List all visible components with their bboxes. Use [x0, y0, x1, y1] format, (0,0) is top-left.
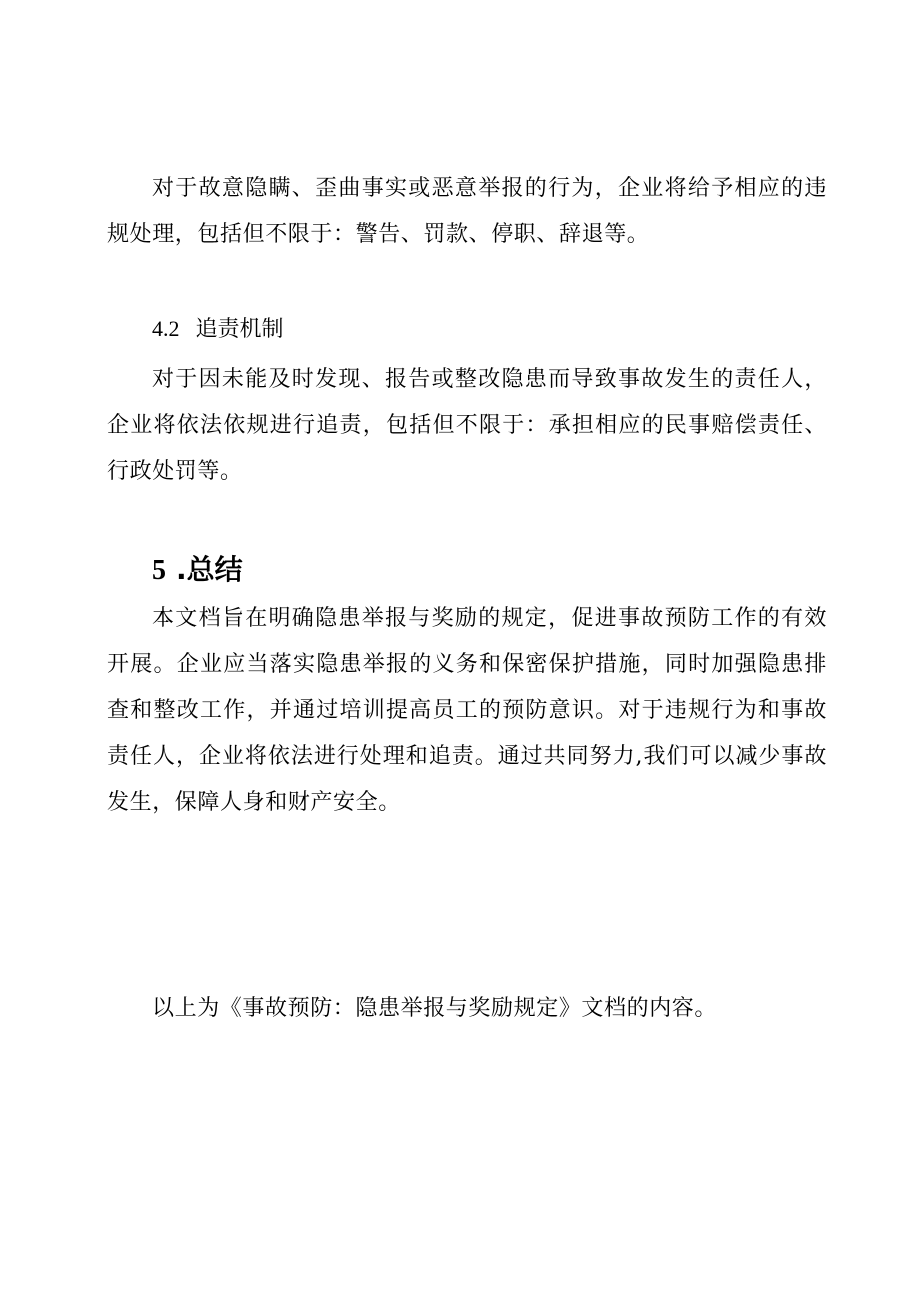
section-4-2-heading	[152, 312, 284, 347]
section-5-heading	[152, 546, 243, 595]
violation-handling-paragraph: 对于故意隐瞒、歪曲事实或恶意举报的行为，企业将给予相应的违规处理，包括但不限于：警告、罚款、停职、辞退等。	[107, 176, 827, 247]
section-4-2-title: 追责机制	[195, 317, 284, 342]
summary-paragraph: 本文档旨在明确隐患举报与奖励的规定，促进事故预防工作的有效开展。企业应当落实隐患举报的义务和保密保护措施，同时加强隐患排查和整改工作，并通过培训提高员工的预防意识。对于违规行为和事故责任人，企业将依法进行处理和追责。通过共同努力,我们可以减少事故发生，保障人身和财产安全。	[107, 606, 827, 815]
section-5-title: .总结	[176, 553, 243, 586]
section-5-number: 5	[152, 555, 166, 586]
closing-statement: 以上为《事故预防：隐患举报与奖励规定》文档的内容。	[152, 996, 718, 1021]
section-4-2-number: 4.2	[152, 316, 180, 341]
accountability-paragraph: 对于因未能及时发现、报告或整改隐患而导致事故发生的责任人，企业将依法依规进行追责，包括但不限于：承担相应的民事赔偿责任、行政处罚等。	[107, 367, 827, 484]
